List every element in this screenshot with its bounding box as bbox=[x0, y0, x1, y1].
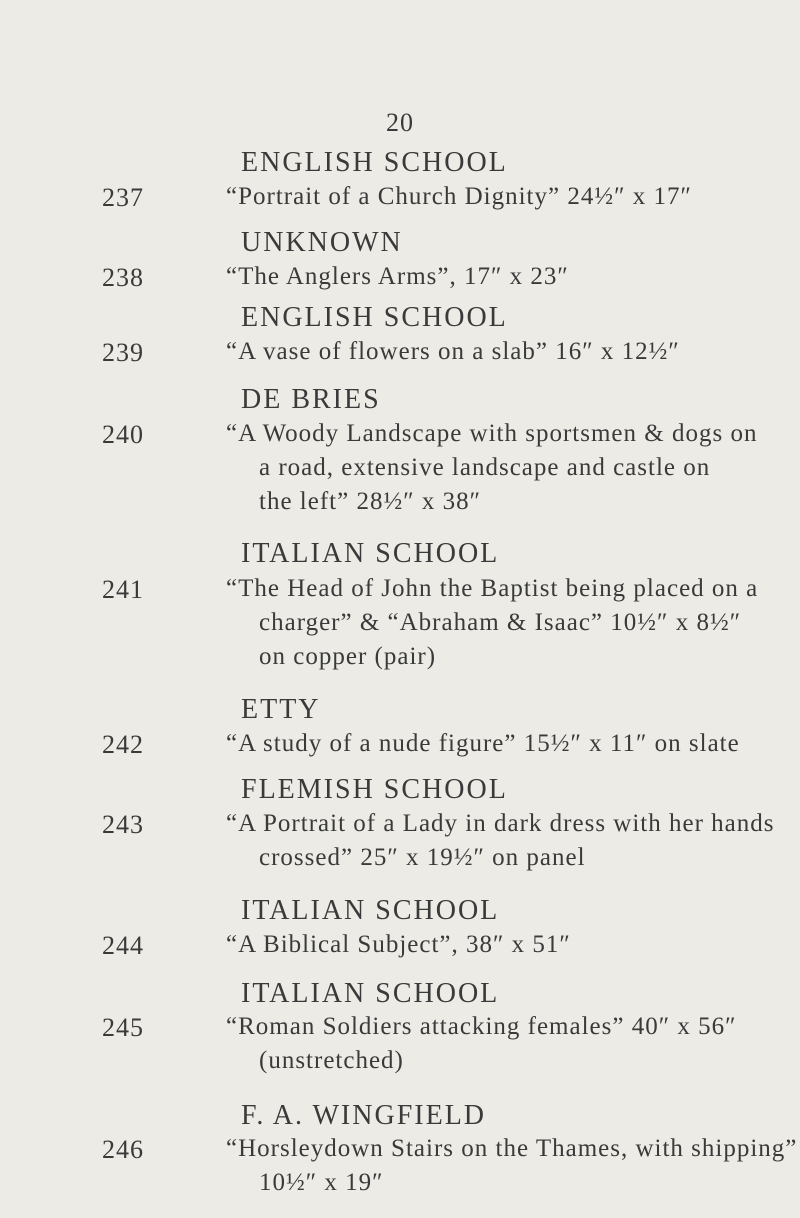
description-line: “The Head of John the Baptist being placed on a bbox=[226, 575, 759, 602]
description-line: “A vase of flowers on a slab” 16″ x 12½″ bbox=[226, 338, 680, 365]
lot-description bbox=[226, 180, 786, 214]
description-line: “Roman Soldiers attacking females” 40″ x 56″ bbox=[226, 1013, 737, 1040]
artist-name: ENGLISH SCHOOL bbox=[241, 302, 508, 333]
description-line: “A Portrait of a Lady in dark dress with her hands bbox=[226, 810, 775, 837]
description-line: “Portrait of a Church Dignity” 24½″ x 17″ bbox=[226, 183, 692, 210]
artist-name: ETTY bbox=[241, 694, 321, 725]
description-line: 10½″ x 19″ bbox=[259, 1169, 384, 1196]
lot-description bbox=[226, 727, 786, 761]
lot-number: 240 bbox=[102, 420, 144, 449]
lot-number: 246 bbox=[102, 1135, 144, 1164]
description-line: a road, extensive landscape and castle on bbox=[259, 454, 711, 481]
description-line: “A Biblical Subject”, 38″ x 51″ bbox=[226, 931, 571, 958]
artist-name: ITALIAN SCHOOL bbox=[241, 895, 500, 926]
page-number: 20 bbox=[386, 108, 414, 137]
description-line: (unstretched) bbox=[259, 1047, 404, 1074]
lot-description bbox=[226, 1010, 786, 1078]
lot-number: 238 bbox=[102, 263, 144, 292]
artist-name: FLEMISH SCHOOL bbox=[241, 774, 508, 805]
artist-name: DE BRIES bbox=[241, 384, 381, 415]
artist-name: ENGLISH SCHOOL bbox=[241, 147, 508, 178]
lot-description bbox=[226, 335, 786, 369]
artist-name: ITALIAN SCHOOL bbox=[241, 978, 500, 1009]
artist-name: ITALIAN SCHOOL bbox=[241, 538, 500, 569]
lot-number: 242 bbox=[102, 730, 144, 759]
description-line: on copper (pair) bbox=[259, 643, 437, 670]
description-line: the left” 28½″ x 38″ bbox=[259, 488, 482, 515]
lot-description bbox=[226, 807, 786, 875]
description-line: “A study of a nude figure” 15½″ x 11″ on slate bbox=[226, 730, 740, 757]
description-line: “A Woody Landscape with sportsmen & dogs on bbox=[226, 420, 758, 447]
description-line: crossed” 25″ x 19½″ on panel bbox=[259, 844, 586, 871]
lot-number: 243 bbox=[102, 810, 144, 839]
lot-description bbox=[226, 260, 786, 294]
artist-name: F. A. WINGFIELD bbox=[241, 1100, 487, 1131]
lot-number: 244 bbox=[102, 931, 144, 960]
lot-description bbox=[226, 1132, 798, 1200]
lot-number: 241 bbox=[102, 575, 144, 604]
lot-number: 239 bbox=[102, 338, 144, 367]
lot-description bbox=[226, 572, 786, 674]
artist-name: UNKNOWN bbox=[241, 227, 403, 258]
lot-description bbox=[226, 928, 786, 962]
lot-description bbox=[226, 417, 786, 519]
description-line: charger” & “Abraham & Isaac” 10½″ x 8½″ bbox=[259, 609, 742, 636]
lot-number: 237 bbox=[102, 183, 144, 212]
description-line: “Horsleydown Stairs on the Thames, with shipping” bbox=[226, 1135, 798, 1162]
description-line: “The Anglers Arms”, 17″ x 23″ bbox=[226, 263, 569, 290]
lot-number: 245 bbox=[102, 1013, 144, 1042]
